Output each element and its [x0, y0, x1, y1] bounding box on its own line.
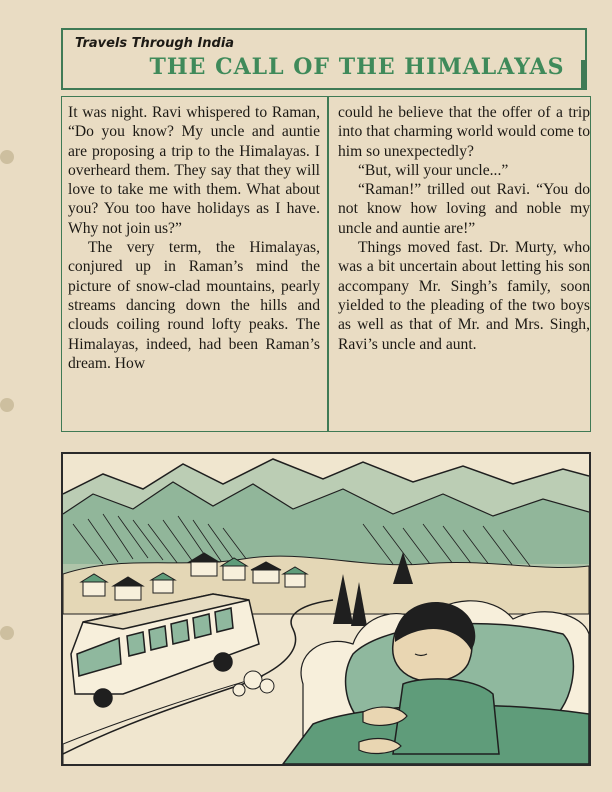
paragraph: The very term, the Himalayas, conjured up in Raman’s mind the picture of snow-clad mountains, pearly streams dancing down the hills and clouds coiling round lofty peaks. The Himalayas, indeed, had been Raman’s dream. How — [68, 239, 320, 372]
column-divider — [327, 97, 329, 431]
paragraph: Things moved fast. Dr. Murty, who was a bit uncertain about letting his son accompany Mr. Singh’s family, soon yielded to the pleading of the two boys as well as that of Mr. and Mrs. Singh, Ravi’s uncle and aunt. — [338, 239, 590, 353]
title-accent-bar — [581, 60, 587, 88]
series-title: Travels Through India — [75, 36, 235, 51]
story-text-box — [61, 96, 591, 432]
right-text-column — [338, 103, 590, 354]
paragraph: “But, will your uncle...” — [358, 161, 509, 179]
page-edge-mark — [0, 626, 14, 640]
paragraph: “Raman!” trilled out Ravi. “You do not know how loving and noble my uncle and auntie are!” — [338, 181, 590, 237]
story-title: THE CALL OF THE HIMALAYAS — [149, 54, 565, 80]
paragraph: It was night. Ravi whispered to Raman, “Do you know? My uncle and auntie are proposing a trip to the Himalayas. I overheard them. They say that they will love to take me with them. What about you? You too have holidays as I have. Why not join us?” — [68, 104, 320, 237]
illustration-drawing — [63, 454, 589, 764]
page-edge-mark — [0, 398, 14, 412]
left-text-column — [68, 103, 320, 373]
story-header — [61, 28, 587, 90]
illustration-panel — [61, 452, 591, 766]
paragraph: could he believe that the offer of a trip into that charming world would come to him so unexpectedly? — [338, 104, 590, 160]
page-edge-mark — [0, 150, 14, 164]
